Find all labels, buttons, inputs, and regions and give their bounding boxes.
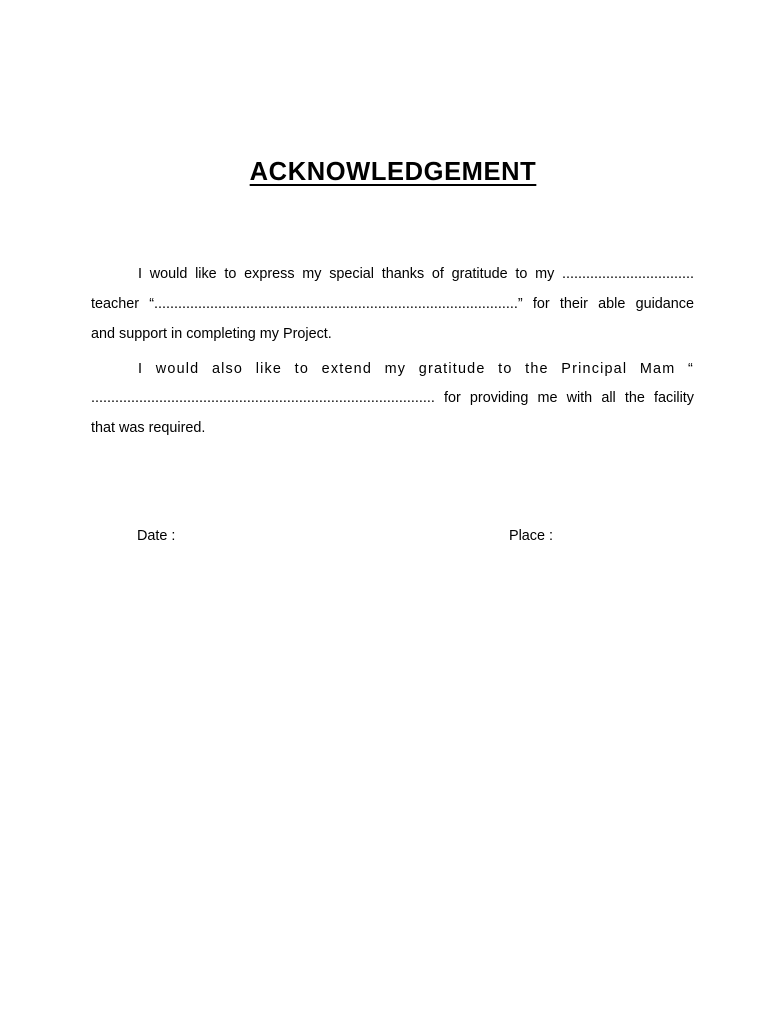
paragraph2-line3: that was required. <box>91 420 206 436</box>
place-label: Place : <box>509 528 553 544</box>
page-title: ACKNOWLEDGEMENT <box>249 158 537 186</box>
paragraph2-line1: I would also like to extend my gratitude to the Principal Mam “ <box>138 361 694 377</box>
paragraph1-line1: I would like to express my special thanks of gratitude to my ................................. <box>138 266 694 282</box>
date-label: Date : <box>137 528 176 544</box>
paragraph1-line2: teacher “...........................................................................................” for their able guidance <box>91 296 694 312</box>
paragraph2-line2: ...................................................................................... for providing me with all the facility <box>91 390 694 406</box>
paragraph1-line3: and support in completing my Project. <box>91 326 332 342</box>
